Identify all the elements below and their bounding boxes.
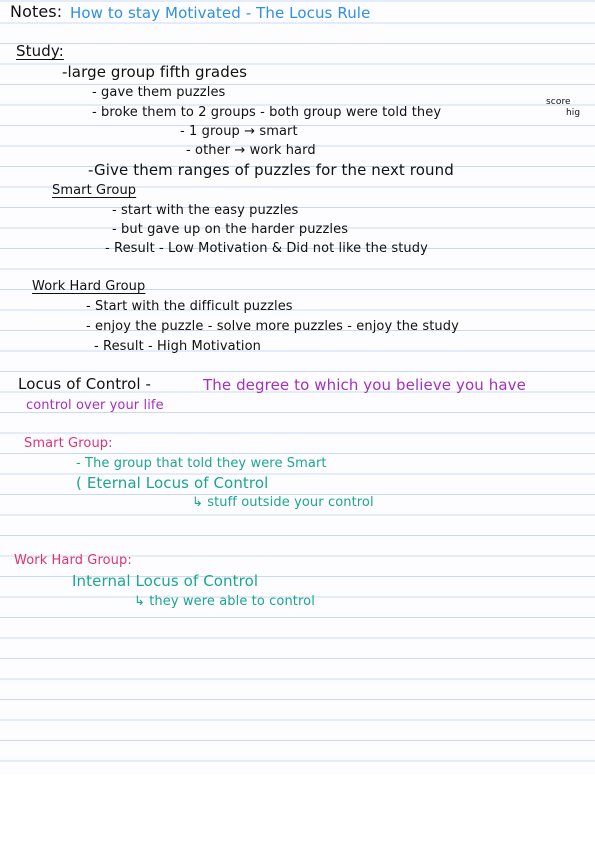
study-line-1: -large group fifth grades [62,63,248,81]
blank-page-bottom [0,775,595,842]
study-line-5: - other → work hard [186,143,316,158]
smart-group-2-line-1: - The group that told they were Smart [76,456,327,471]
smart-group-heading: Smart Group [52,183,137,198]
study-heading: Study: [16,42,64,60]
work-hard-group-2-line-2: ↳ they were able to control [134,594,315,609]
margin-note-hig: hig [566,108,581,118]
study-line-2: - gave them puzzles [92,85,226,100]
margin-note-score: score [546,97,571,107]
smart-group-2-line-3: ↳ stuff outside your control [192,495,374,510]
study-line-4: - 1 group → smart [180,124,298,139]
work-hard-group-2-line-1: Internal Locus of Control [72,572,259,590]
smart-group-line-3: - Result - Low Motivation & Did not like the study [105,241,428,256]
work-hard-group-heading: Work Hard Group [32,279,146,294]
study-line-6: -Give them ranges of puzzles for the next round [88,161,454,179]
smart-group-line-1: - start with the easy puzzles [112,203,299,218]
locus-term: Locus of Control - [18,375,152,393]
locus-definition-1: The degree to which you believe you have [203,376,526,394]
smart-group-2-heading: Smart Group: [24,436,113,451]
smart-group-line-2: - but gave up on the harder puzzles [112,222,349,237]
work-hard-line-1: - Start with the difficult puzzles [86,299,293,314]
page-title: How to stay Motivated - The Locus Rule [70,4,371,22]
work-hard-group-2-heading: Work Hard Group: [14,553,132,568]
work-hard-line-3: - Result - High Motivation [94,339,261,354]
notes-label: Notes: [10,2,63,21]
study-line-3: - broke them to 2 groups - both group were told they [92,105,442,120]
work-hard-line-2: - enjoy the puzzle - solve more puzzles - enjoy the study [86,319,459,334]
smart-group-2-line-2: ( Eternal Locus of Control [76,474,269,492]
locus-definition-2: control over your life [26,398,164,413]
